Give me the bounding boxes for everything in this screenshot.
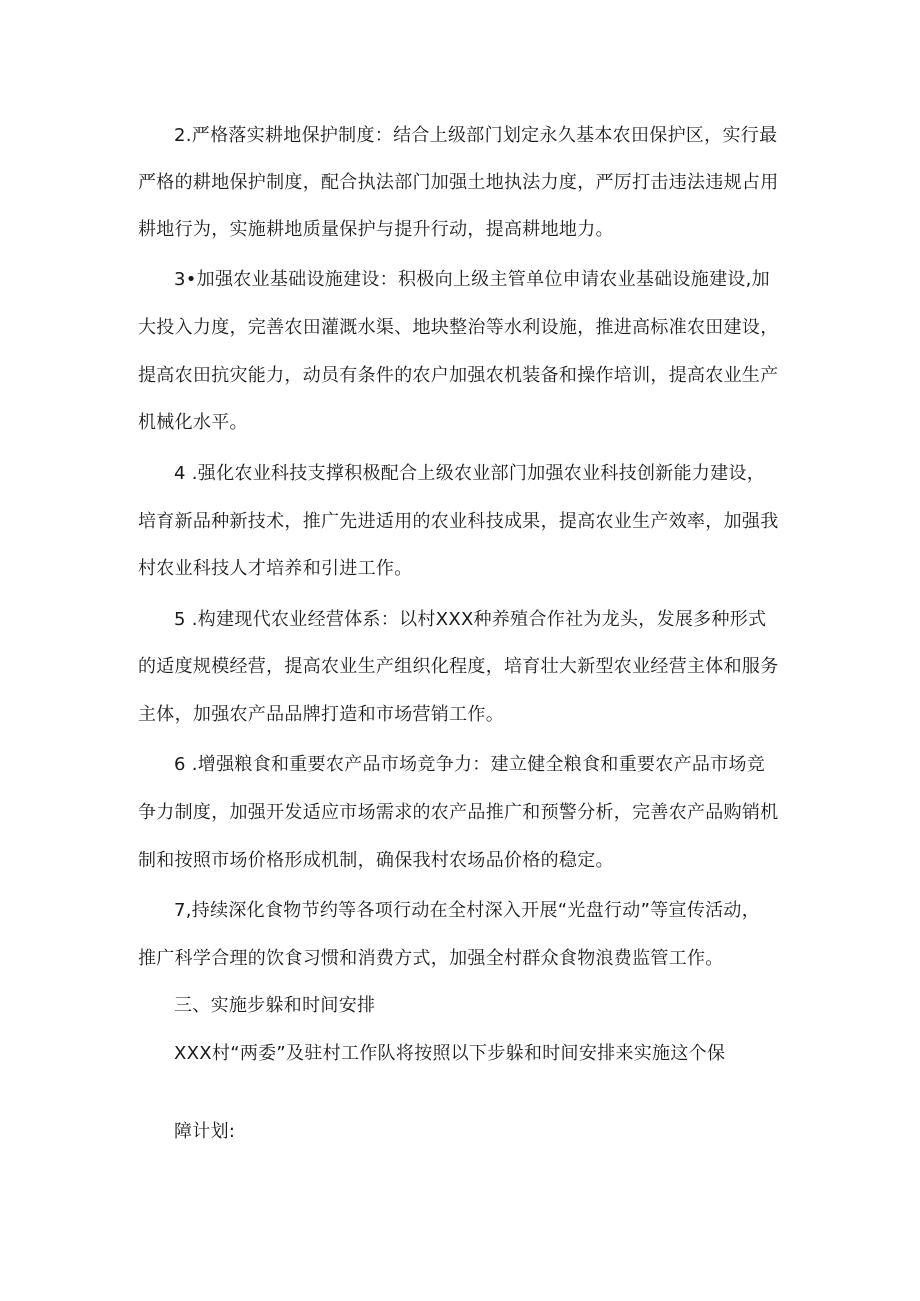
item-3-line-2: 大投入力度，完善农田灌溉水渠、地块整治等水利设施，推进高标准农田建设，	[138, 317, 779, 338]
item-4-line-2: 培育新品种新技术，推广先进适用的农业科技成果，提高农业生产效率，加强我	[138, 511, 779, 532]
item-4-line-1: 4 .强化农业科技支撑积极配合上级农业部门加强农业科技创新能力建设，	[174, 463, 766, 484]
item-3-line-3: 提高农田抗灾能力，动员有条件的农户加强农机装备和操作培训，提高农业生产	[138, 365, 779, 386]
item-6-line-3: 制和按照市场价格形成机制，确保我村农场品价格的稳定。	[138, 850, 614, 871]
item-5-line-1: 5 .构建现代农业经营体系：以村XXX种养殖合作社为龙头，发展多种形式	[174, 609, 767, 630]
item-2-line-2: 严格的耕地保护制度，配合执法部门加强土地执法力度，严厉打击违法违规占用	[138, 172, 779, 193]
item-3-line-4: 机械化水平。	[138, 412, 248, 433]
item-6-line-2: 争力制度，加强开发适应市场需求的农产品推广和预警分析，完善农产品购销机	[138, 802, 779, 823]
section-intro-line-1: XXX村“两委”及驻村工作队将按照以下步躲和时间安排来实施这个保	[174, 1043, 726, 1064]
item-2-line-3: 耕地行为，实施耕地质量保护与提升行动，提高耕地地力。	[138, 219, 614, 240]
item-7-line-1: 7,持续深化食物节约等各项行动在全村深入开展“光盘行动”等宣传活动，	[174, 900, 761, 921]
item-5-line-3: 主体，加强农产品品牌打造和市场营销工作。	[138, 704, 504, 725]
item-3-line-1: 3•加强农业基础设施建设：积极向上级主管单位申请农业基础设施建设,加	[174, 269, 770, 290]
item-4-line-3: 村农业科技人才培养和引进工作。	[138, 558, 413, 579]
item-2-line-1: 2.严格落实耕地保护制度：结合上级部门划定永久基本农田保护区，实行最	[174, 125, 778, 146]
section-heading: 三、实施步躲和时间安排	[174, 995, 376, 1016]
item-5-line-2: 的适度规模经营，提高农业生产组织化程度，培育壮大新型农业经营主体和服务	[138, 656, 779, 677]
section-intro-line-2: 障计划:	[174, 1121, 236, 1142]
item-6-line-1: 6 .增强粮食和重要农产品市场竞争力：建立健全粮食和重要农产品市场竞	[174, 754, 766, 775]
item-7-line-2: 推广科学合理的饮食习惯和消费方式，加强全村群众食物浪费监管工作。	[138, 948, 724, 969]
